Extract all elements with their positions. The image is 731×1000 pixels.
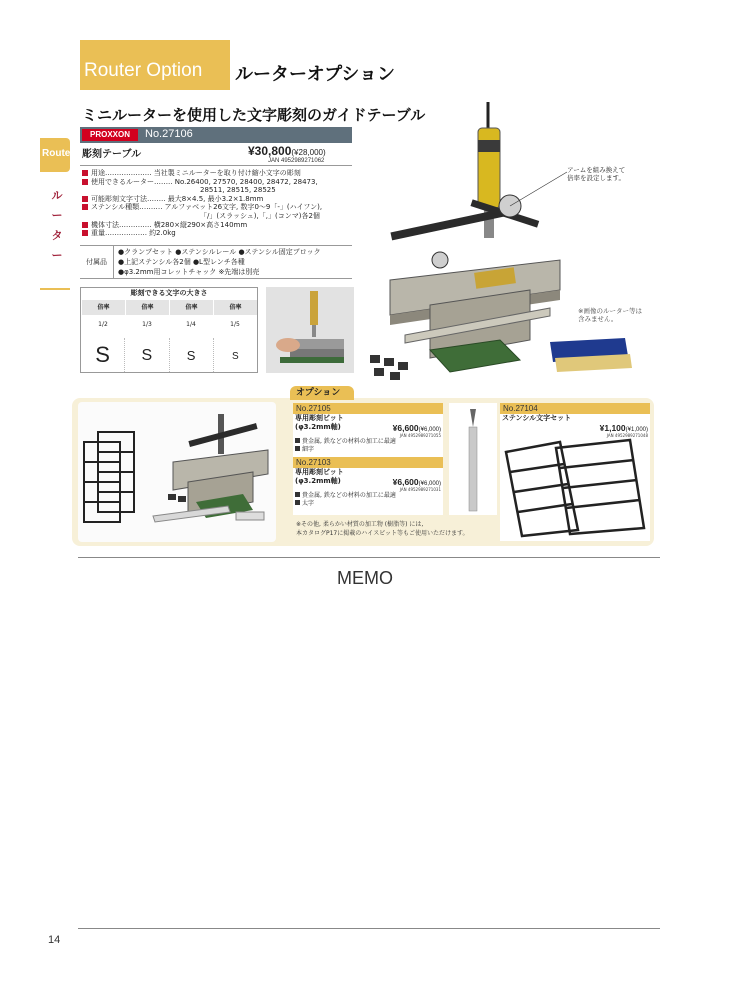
annotation-line: 倍率を設定します。 — [567, 174, 625, 182]
note-line: 本カタログP17に掲載のハイスビット等もご使用いただけます。 — [296, 530, 469, 537]
spec-value: 28511, 28515, 28525 — [200, 186, 276, 195]
spec-label: 機体寸法‥‥‥‥‥‥‥ — [91, 220, 152, 229]
option-name: 専用彫刻ビット — [295, 468, 344, 476]
brand-logo: PROXXON — [82, 129, 138, 141]
ratio-cell: 1/2 — [98, 321, 108, 328]
spec-value: No.26400, 27570, 28400, 28472, 28473, — [174, 177, 318, 186]
spec-list — [82, 169, 352, 238]
header-cell: 倍率 — [169, 300, 213, 315]
bullet-icon — [295, 438, 300, 443]
feature-text: 太字 — [302, 500, 315, 507]
option-feature — [293, 438, 443, 446]
option-card-stencil — [500, 403, 650, 541]
bullet-icon — [82, 170, 88, 176]
option-number: No.27104 — [500, 403, 650, 414]
engraving-table-photo — [360, 100, 660, 390]
arm-annotation — [567, 166, 625, 182]
size-table-samples — [81, 338, 257, 372]
divider — [78, 928, 660, 929]
accessories-list — [118, 247, 321, 277]
spec-row — [82, 212, 352, 221]
product-number: No.27106 — [145, 128, 193, 140]
option-card-bits — [293, 403, 443, 515]
divider — [80, 165, 352, 166]
spec-value: 横280×縦290×高さ140mm — [153, 220, 248, 229]
price-tax: (¥28,000) — [291, 148, 326, 157]
sample-letter: S — [124, 338, 168, 372]
side-char: ル — [51, 189, 63, 202]
sample-letter: S — [95, 342, 110, 367]
header-cell: 倍率 — [81, 300, 125, 315]
option-name-sub: (φ3.2mm軸) — [295, 423, 341, 431]
bullet-icon — [295, 500, 300, 505]
annotation-line: ※画像のルーター等は — [578, 307, 642, 315]
header-title-en: Router Option — [84, 60, 203, 81]
price-tax: (¥6,000) — [418, 427, 441, 433]
option-name: ステンシル文字セット — [502, 414, 572, 422]
accessory-line: ●上記ステンシル各2個 ●L型レンチ各種 — [118, 258, 245, 266]
options-tab-label: オプション — [296, 388, 341, 398]
annotation-line: 含みません。 — [578, 315, 618, 323]
annotation-line: アームを組み換えて — [567, 166, 626, 174]
spec-value: 「/」(スラッシュ),「,」(コンマ)各2個 — [200, 211, 320, 220]
side-char: ー — [51, 209, 63, 222]
spec-label: ステンシル種類‥‥‥‥‥ — [91, 203, 163, 212]
option-price — [500, 423, 650, 433]
spec-value: アルファベット26文字, 数字0〜9「-」(ハイフン), — [164, 203, 323, 212]
accessory-line: ●φ3.2mm用コレットチャック ※先端は別売 — [118, 268, 260, 276]
size-table-header — [81, 300, 257, 315]
stencil-set-photo — [500, 438, 650, 538]
option-jan: JAN 4952989271055 — [399, 433, 441, 438]
header-cell: 倍率 — [125, 300, 169, 315]
product-jan: JAN 4952989271062 — [268, 158, 325, 164]
price-value: ¥6,600 — [392, 477, 419, 487]
accessories-label: 付属品 — [80, 245, 114, 279]
spec-label: 可能彫刻文字寸法‥‥‥‥ — [91, 194, 166, 203]
size-table-ratios — [81, 321, 257, 328]
spec-label: 使用できるルーター‥‥‥‥ — [91, 177, 173, 186]
kit-contents-photo — [78, 402, 276, 542]
product-name: 彫刻テーブル — [82, 149, 142, 160]
engraving-bit-photo — [449, 403, 497, 515]
option-jan: JAN 4952989271048 — [606, 433, 648, 438]
side-vertical-label — [50, 186, 64, 266]
page-number: 14 — [48, 934, 61, 946]
option-name-sub: (φ3.2mm軸) — [295, 477, 341, 485]
sample-letter: S — [213, 338, 257, 372]
option-jan: JAN 4952989271031 — [399, 487, 441, 492]
price-tax: (¥6,000) — [418, 481, 441, 487]
bullet-icon — [82, 179, 88, 185]
spec-row — [82, 221, 352, 230]
option-name: 専用彫刻ビット — [295, 414, 344, 422]
memo-heading: MEMO — [337, 568, 393, 588]
side-divider — [40, 288, 70, 290]
ratio-cell: 1/4 — [186, 321, 196, 328]
option-feature — [293, 500, 443, 508]
side-char: タ — [51, 229, 63, 242]
option-feature — [293, 492, 443, 500]
spec-row — [82, 203, 352, 212]
spec-label: 重量‥‥‥‥‥‥‥‥‥ — [91, 229, 148, 238]
spec-row — [82, 169, 352, 178]
note-line: ※その他, 柔らかい材質の加工物 (樹脂等) には, — [296, 521, 424, 528]
bullet-icon — [82, 196, 88, 202]
feature-text: 貴金属, 鉄などの材料の加工に最適 — [302, 492, 396, 499]
usage-photo — [266, 287, 354, 373]
option-number: No.27105 — [293, 403, 443, 414]
sample-letter: S — [169, 338, 213, 372]
option-number: No.27103 — [293, 457, 443, 468]
bullet-icon — [82, 204, 88, 210]
router-note — [578, 307, 642, 323]
ratio-cell: 1/3 — [142, 321, 152, 328]
spec-label: 用途‥‥‥‥‥‥‥‥‥‥ — [91, 169, 152, 177]
spec-value: 当社製ミニルーターを取り付け縮小文字の彫刻 — [153, 169, 301, 177]
bullet-icon — [295, 446, 300, 451]
product-price — [248, 144, 326, 158]
option-feature — [293, 446, 443, 454]
price-value: ¥6,600 — [392, 423, 419, 433]
side-tab-label: Router — [42, 148, 75, 159]
side-char: ー — [51, 249, 63, 262]
price-value: ¥30,800 — [248, 144, 292, 158]
price-value: ¥1,100 — [599, 423, 626, 433]
accessory-line: ●クランプセット ●ステンシルレール ●ステンシル固定ブロック — [118, 248, 321, 256]
section-subtitle: ミニルーターを使用した文字彫刻のガイドテーブル — [82, 106, 426, 124]
divider — [78, 557, 660, 558]
spec-row — [82, 229, 352, 238]
bullet-icon — [82, 230, 88, 236]
spec-row — [82, 186, 352, 195]
options-note — [296, 520, 468, 538]
spec-row — [82, 178, 352, 187]
header-title-ja: ルーターオプション — [235, 64, 396, 85]
price-tax: (¥1,000) — [625, 427, 648, 433]
feature-text: 貴金属, 鉄などの材料の加工に最適 — [302, 438, 396, 445]
bullet-icon — [82, 222, 88, 228]
feature-text: 細字 — [302, 446, 315, 453]
size-table-title: 彫刻できる文字の大きさ — [130, 289, 208, 297]
header-cell: 倍率 — [213, 300, 257, 315]
ratio-cell: 1/5 — [230, 321, 240, 328]
bullet-icon — [295, 492, 300, 497]
spec-value: 最大8×4.5, 最小3.2×1.8mm — [167, 194, 264, 203]
spec-value: 約2.0kg — [149, 229, 176, 238]
